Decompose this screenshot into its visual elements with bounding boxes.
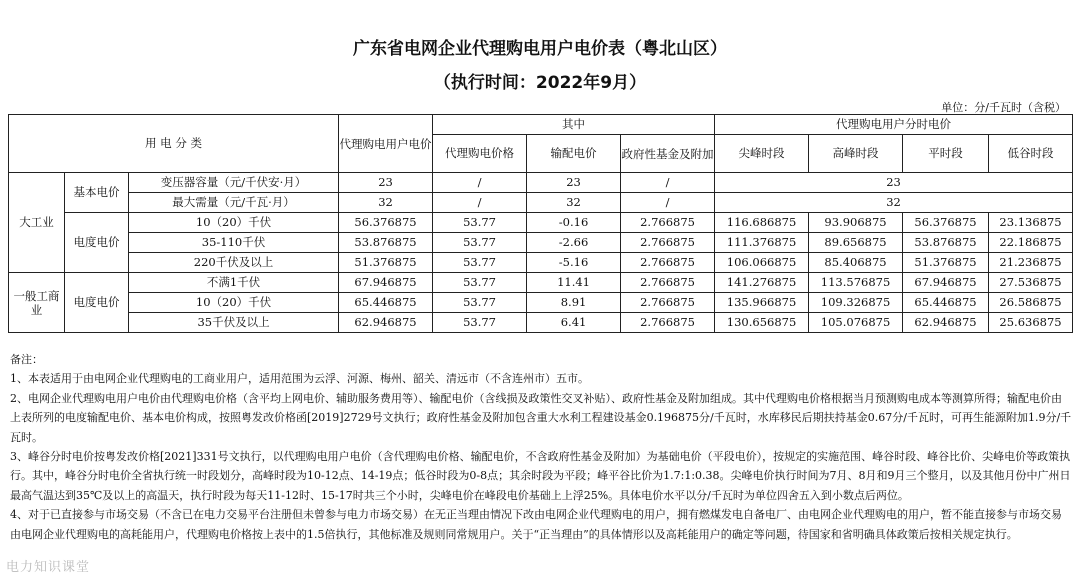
row-label: 220千伏及以上 <box>129 253 339 273</box>
cell-flat: 51.376875 <box>903 253 989 273</box>
cell-tou: 32 <box>715 193 1073 213</box>
cell-valley: 27.536875 <box>989 273 1073 293</box>
unit-label: 单位：分/千瓦时（含税） <box>941 101 1066 114</box>
page-title: 广东省电网企业代理购电用户电价表（粤北山区） <box>353 39 727 59</box>
cell-high: 89.656875 <box>809 233 903 253</box>
cell-peak: 135.966875 <box>715 293 809 313</box>
table-row <box>9 313 1073 333</box>
header-valley: 低谷时段 <box>989 135 1073 173</box>
note-4: 4、对于已直接参与市场交易（不含已在电力交易平台注册但未曾参与电力市场交易）在无正当理由情况下改由电网企业代理购电的用户，拥有燃煤发电自备电厂、由电网企业代理购电的用户，暂不能直接参与市场交易由电网企业代理购电的高耗能用户，代理购电价格按上表中的1.5倍执行，其他标准及规则同常规用户。关于“正当理由”的具体情形以及高耗能用户的确定等问题，待国家和省明确具体政策后按相关规定执行。 <box>10 508 1062 541</box>
cell-trans: -5.16 <box>527 253 621 273</box>
cell-fund: / <box>621 193 715 213</box>
table-row <box>9 193 1073 213</box>
cell-peak: 130.656875 <box>715 313 809 333</box>
price-table <box>8 114 1073 333</box>
cell-trans: -0.16 <box>527 213 621 233</box>
cell-valley: 25.636875 <box>989 313 1073 333</box>
cell-valley: 22.186875 <box>989 233 1073 253</box>
row-label: 10（20）千伏 <box>129 293 339 313</box>
cell-total: 62.946875 <box>339 313 433 333</box>
header-gov-fund: 政府性基金及附加 <box>621 135 715 173</box>
cell-high: 109.326875 <box>809 293 903 313</box>
note-1: 1、本表适用于由电网企业代理购电的工商业用户，适用范围为云浮、河源、梅州、韶关、清远市（不含连州市）五市。 <box>10 372 589 386</box>
header-flat: 平时段 <box>903 135 989 173</box>
row-label: 10（20）千伏 <box>129 213 339 233</box>
cell-purchase: / <box>433 193 527 213</box>
cell-trans: 23 <box>527 173 621 193</box>
cell-tou: 23 <box>715 173 1073 193</box>
cell-trans: 8.91 <box>527 293 621 313</box>
table-row <box>9 293 1073 313</box>
cell-purchase: 53.77 <box>433 313 527 333</box>
table-row <box>9 233 1073 253</box>
cell-trans: 11.41 <box>527 273 621 293</box>
table-row <box>9 213 1073 233</box>
group-basic: 基本电价 <box>65 173 129 213</box>
header-high: 高峰时段 <box>809 135 903 173</box>
header-peak: 尖峰时段 <box>715 135 809 173</box>
cell-high: 85.406875 <box>809 253 903 273</box>
page-subtitle: （执行时间：2022年9月） <box>433 73 647 93</box>
cell-flat: 56.376875 <box>903 213 989 233</box>
group-general: 一般工商业 <box>9 273 65 333</box>
cell-high: 105.076875 <box>809 313 903 333</box>
note-2: 2、电网企业代理购电用户电价由代理购电价格（含平均上网电价、辅助服务费用等）、输配电价（含线损及政策性交叉补贴）、政府性基金及附加组成。其中代理购电价格根据当月预测购电成本等测算所得；输配电价由上表所列的电度输配电价、基本电价构成，按照粤发改价格函[2019]2729号文执行；政府性基金及附加包含重大水利工程建设基金0.196875分/千瓦时，水库移民后期扶持基金0.67分/千瓦时，可再生能源附加1.9分/千瓦时。 <box>10 391 1072 444</box>
watermark: 电力知识课堂 <box>6 560 91 575</box>
row-label: 最大需量（元/千瓦·月） <box>129 193 339 213</box>
cell-purchase: 53.77 <box>433 213 527 233</box>
cell-purchase: 53.77 <box>433 273 527 293</box>
cell-fund: 2.766875 <box>621 213 715 233</box>
table-row <box>9 273 1073 293</box>
cell-total: 53.876875 <box>339 233 433 253</box>
cell-total: 32 <box>339 193 433 213</box>
header-tou-price: 代理购电用户分时电价 <box>715 115 1073 135</box>
cell-fund: 2.766875 <box>621 253 715 273</box>
header-transmission: 输配电价 <box>527 135 621 173</box>
notes-section <box>10 350 1072 544</box>
header-agent-purchase: 代理购电价格 <box>433 135 527 173</box>
cell-trans: -2.66 <box>527 233 621 253</box>
cell-purchase: 53.77 <box>433 293 527 313</box>
row-label: 35-110千伏 <box>129 233 339 253</box>
cell-peak: 106.066875 <box>715 253 809 273</box>
cell-trans: 32 <box>527 193 621 213</box>
cell-fund: 2.766875 <box>621 313 715 333</box>
cell-valley: 26.586875 <box>989 293 1073 313</box>
cell-peak: 111.376875 <box>715 233 809 253</box>
row-label: 变压器容量（元/千伏安·月） <box>129 173 339 193</box>
cell-purchase: 53.77 <box>433 233 527 253</box>
note-3: 3、峰谷分时电价按粤发改价格[2021]331号文执行，以代理购电用户电价（含代理购电价格、输配电价，不含政府性基金及附加）为基础电价（平段电价），按规定的实施范围、峰谷时段、峰谷比价、尖峰电价等政策执行。其中，峰谷分时电价全省执行统一时段划分，高峰时段为10-12点、14-19点；低谷时段为0-8点；其余时段为平段；峰平谷比价为1.7:1:0.38。尖峰电价执行时间为7月、8月和9月三个整月，以及其他月份中广州日最高气温达到35℃及以上的高温天，执行时段为每天11-12时、15-17时共三个小时，尖峰电价在峰段电价基础上上浮25%。具体电价水平以分/千瓦时为单位四舍五入到小数点后两位。 <box>10 450 1071 502</box>
cell-high: 113.576875 <box>809 273 903 293</box>
row-label: 35千伏及以上 <box>129 313 339 333</box>
cell-total: 23 <box>339 173 433 193</box>
cell-total: 56.376875 <box>339 213 433 233</box>
notes-heading: 备注： <box>10 353 43 366</box>
cell-fund: 2.766875 <box>621 233 715 253</box>
header-category: 用 电 分 类 <box>9 115 339 173</box>
cell-flat: 62.946875 <box>903 313 989 333</box>
row-label: 不满1千伏 <box>129 273 339 293</box>
cell-peak: 116.686875 <box>715 213 809 233</box>
cell-valley: 21.236875 <box>989 253 1073 273</box>
table-row <box>9 253 1073 273</box>
group-energy-general: 电度电价 <box>65 273 129 333</box>
cell-fund: / <box>621 173 715 193</box>
cell-total: 51.376875 <box>339 253 433 273</box>
cell-flat: 65.446875 <box>903 293 989 313</box>
group-industry: 大工业 <box>9 173 65 273</box>
cell-high: 93.906875 <box>809 213 903 233</box>
cell-purchase: 53.77 <box>433 253 527 273</box>
cell-flat: 67.946875 <box>903 273 989 293</box>
cell-fund: 2.766875 <box>621 273 715 293</box>
cell-purchase: / <box>433 173 527 193</box>
cell-total: 65.446875 <box>339 293 433 313</box>
table-row <box>9 173 1073 193</box>
cell-flat: 53.876875 <box>903 233 989 253</box>
cell-trans: 6.41 <box>527 313 621 333</box>
cell-peak: 141.276875 <box>715 273 809 293</box>
cell-total: 67.946875 <box>339 273 433 293</box>
cell-fund: 2.766875 <box>621 293 715 313</box>
header-among: 其中 <box>433 115 715 135</box>
cell-valley: 23.136875 <box>989 213 1073 233</box>
header-agent-price: 代理购电用户电价 <box>339 115 433 173</box>
group-energy: 电度电价 <box>65 213 129 273</box>
